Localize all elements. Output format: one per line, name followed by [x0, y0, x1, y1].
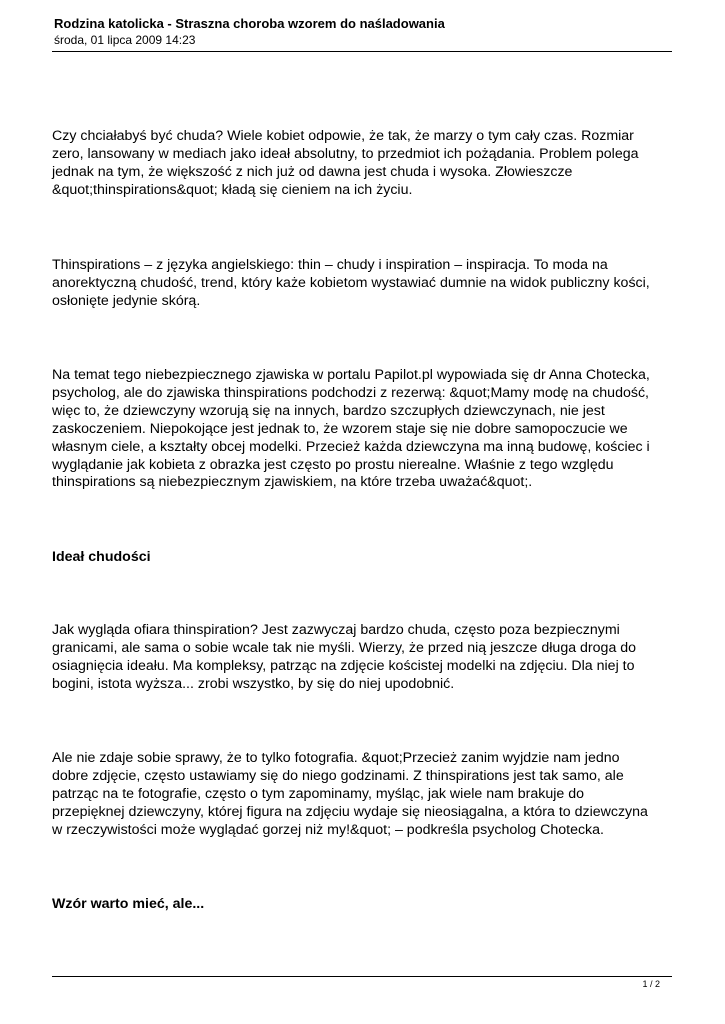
page-header: [54, 15, 672, 48]
text-line: thinspirations są niebezpiecznym zjawiskiem, na które trzeba uważać&quot;.: [52, 474, 533, 491]
text-line: w rzeczywistości może wyglądać gorzej niż my!&quot; – podkreśla psycholog Chotecka.: [52, 821, 604, 838]
text-line: Thinspirations – z języka angielskiego: thin – chudy i inspiration – inspiracja. To moda na: [52, 257, 608, 273]
text-line: anorektyczną chudość, trend, który każe kobietom wystawiać dumnie na widok publiczny kości,: [52, 274, 650, 291]
text-line: więc to, że dziewczyny wzorują się na innych, bardzo szczupłych dziewczynach, nie jest: [52, 402, 605, 419]
text-line: zaskoczeniem. Niepokojące jest jednak to, że wzorem staje się nie dobre samopoczucie we: [52, 420, 628, 437]
text-line: patrząc na te fotografie, często o tym zapominamy, myśląc, jak wiele nam brakuje do: [52, 785, 585, 802]
text-line: własnym ciele, a kształty obcej modelki. Przecież każda dziewczyna ma inną budowę, kościec i: [52, 438, 650, 455]
header-divider: [52, 51, 672, 52]
text-line: Ale nie zdaje sobie sprawy, że to tylko fotografia. &quot;Przecież zanim wyjdzie nam jedno: [52, 750, 620, 766]
paragraph-psychologist: [52, 367, 672, 492]
text-line: osłonięte jedynie skórą.: [52, 292, 201, 309]
text-line: dobre zdjęcie, często ustawiamy się do niego godzinami. Z thinspirations jest tak samo, ale: [52, 767, 624, 784]
page-number: 1 / 2: [642, 979, 660, 989]
text-line: Jak wygląda ofiara thinspiration? Jest zazwyczaj bardzo chuda, często poza bezpiecznymi: [52, 622, 620, 638]
paragraph-victim: [52, 622, 672, 694]
text-line: osiagnięcia ideału. Ma kompleksy, patrząc na zdjęcie kościstej modelki na zdjęciu. Dla niej to: [52, 657, 635, 674]
text-line: jednak na tym, że większość z nich już od dawna jest chuda i wysoka. Złowieszcze: [52, 163, 573, 180]
paragraph-intro: [52, 128, 672, 200]
text-line: Na temat tego niebezpiecznego zjawiska w portalu Papilot.pl wypowiada się dr Anna Chotecka,: [52, 367, 650, 383]
text-line: psycholog, ale do zjawiska thinspirations podchodzi z rezerwą: &quot;Mamy modę na chudość,: [52, 384, 649, 401]
text-line: granicami, ale sama o sobie wcale tak nie myśli. Wierzy, że przed nią jeszcze długa droga do: [52, 639, 637, 656]
text-line: Czy chciałabyś być chuda? Wiele kobiet odpowie, że tak, że marzy o tym cały czas. Rozmiar: [52, 128, 634, 144]
text-line: bogini, istota wyższa... zrobi wszystko, by się do niej upodobnić.: [52, 675, 455, 692]
paragraph-definition: [52, 257, 672, 311]
footer-divider: [52, 976, 672, 977]
section-heading-ideal: Ideał chudości: [52, 549, 151, 565]
section-heading-model: Wzór warto mieć, ale...: [52, 896, 205, 912]
text-line: wyglądanie jak kobieta z obrazka jest często po prostu nierealne. Właśnie z tego względu: [52, 456, 614, 473]
text-line: &quot;thinspirations&quot; kładą się cieniem na ich życiu.: [52, 181, 413, 198]
paragraph-photography: [52, 750, 672, 840]
text-line: przepięknej dziewczyny, której figura na zdjęciu wydaje się nieosiągalna, a która to dziewczyna: [52, 803, 648, 820]
text-line: zero, lansowany w mediach jako ideał absolutny, to przedmiot ich pożądania. Problem polega: [52, 145, 639, 162]
publication-date: środa, 01 lipca 2009 14:23: [54, 33, 196, 47]
document-title: Rodzina katolicka - Straszna choroba wzorem do naśladowania: [54, 16, 445, 31]
